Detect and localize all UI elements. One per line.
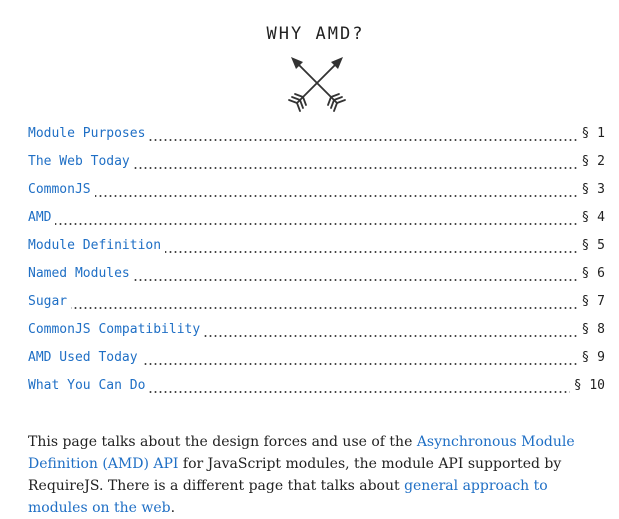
toc-item [28, 292, 605, 320]
toc-section-number: § 4 [578, 208, 605, 228]
modules-on-web-link[interactable]: general approach to modules on the web [28, 478, 548, 516]
toc-section-number: § 9 [578, 348, 605, 368]
toc-section-number: § 3 [578, 180, 605, 200]
toc-item [28, 236, 605, 264]
toc-section-number: § 7 [578, 292, 605, 312]
intro-text: for JavaScript modules, the module API supported by RequireJS. There is a different page that talks about [28, 456, 562, 494]
toc-link-named-modules[interactable]: Named Modules [28, 264, 134, 284]
toc-link-sugar[interactable]: Sugar [28, 292, 71, 312]
table-of-contents [28, 124, 605, 404]
toc-section-number: § 5 [578, 236, 605, 256]
intro-paragraph [28, 431, 588, 519]
toc-item [28, 320, 605, 348]
toc-item [28, 348, 605, 376]
toc-link-the-web-today[interactable]: The Web Today [28, 152, 134, 172]
toc-item [28, 180, 605, 208]
toc-link-what-you-can-do[interactable]: What You Can Do [28, 376, 149, 396]
amd-api-link[interactable]: Asynchronous Module Definition (AMD) API [28, 434, 575, 472]
toc-link-module-purposes[interactable]: Module Purposes [28, 124, 149, 144]
toc-section-number: § 10 [570, 376, 605, 396]
toc-item [28, 208, 605, 236]
toc-link-amd-used-today[interactable]: AMD Used Today [28, 348, 142, 368]
intro-text: . [170, 500, 176, 516]
page-title: WHY AMD? [266, 24, 365, 44]
crossed-arrows-icon [287, 54, 347, 112]
toc-item [28, 152, 605, 180]
toc-section-number: § 1 [578, 124, 605, 144]
toc-link-commonjs[interactable]: CommonJS [28, 180, 95, 200]
toc-section-number: § 2 [578, 152, 605, 172]
toc-item [28, 124, 605, 152]
toc-link-amd[interactable]: AMD [28, 208, 55, 228]
toc-section-number: § 8 [578, 320, 605, 340]
toc-section-number: § 6 [578, 264, 605, 284]
toc-link-commonjs-compatibility[interactable]: CommonJS Compatibility [28, 320, 204, 340]
toc-item [28, 376, 605, 404]
toc-link-module-definition[interactable]: Module Definition [28, 236, 165, 256]
intro-text: This page talks about the design forces and use of the [28, 434, 417, 450]
toc-item [28, 264, 605, 292]
